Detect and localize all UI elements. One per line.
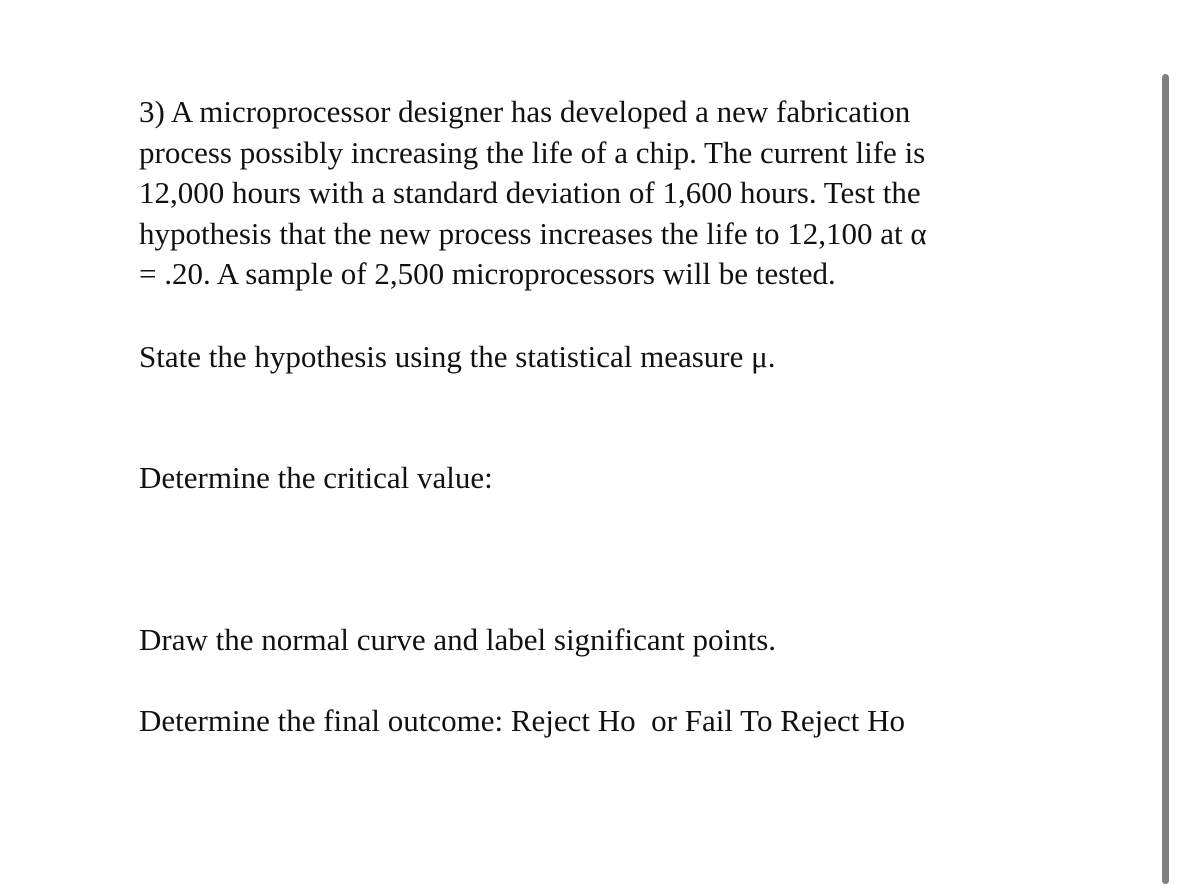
problem-line: 3) A microprocessor designer has developed a new fabrication bbox=[139, 94, 911, 129]
problem-line: 12,000 hours with a standard deviation of 1,600 hours. Test the bbox=[139, 175, 921, 210]
problem-paragraph bbox=[139, 92, 1029, 295]
question-normal-curve: Draw the normal curve and label significant points. bbox=[139, 622, 777, 657]
vertical-scrollbar[interactable] bbox=[1162, 74, 1169, 884]
question-critical-value: Determine the critical value: bbox=[139, 460, 493, 495]
problem-line: process possibly increasing the life of a chip. The current life is bbox=[139, 134, 926, 170]
problem-line: = .20. A sample of 2,500 microprocessors will be tested. bbox=[139, 256, 836, 291]
question-hypothesis: State the hypothesis using the statistical measure μ. bbox=[139, 339, 776, 374]
problem-statement bbox=[139, 92, 1039, 295]
question-final-outcome: Determine the final outcome: Reject Ho or Fail To Reject Ho bbox=[139, 703, 906, 738]
problem-line: hypothesis that the new process increases the life to 12,100 at α bbox=[139, 215, 927, 251]
